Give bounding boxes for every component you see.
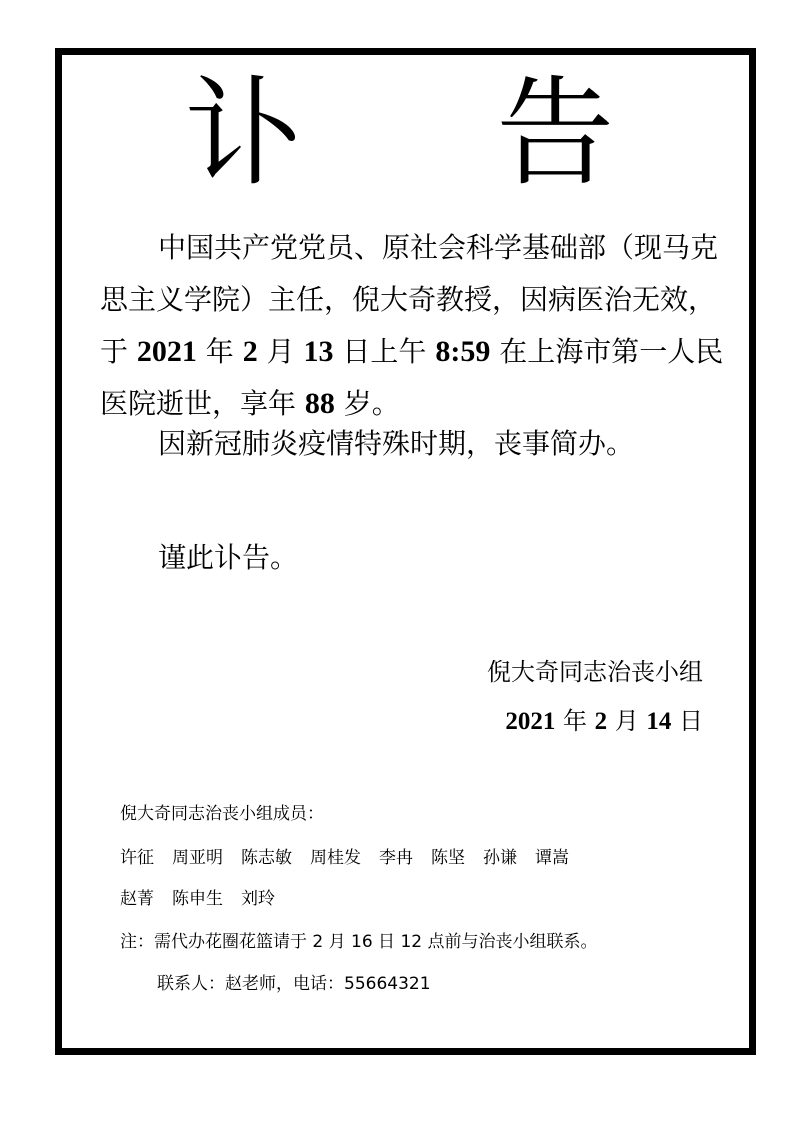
date-day: 14 — [646, 708, 672, 735]
signature-date — [505, 705, 703, 738]
date-year: 2021 — [505, 708, 556, 735]
paragraph-text: 岁。 — [334, 387, 400, 420]
date-month: 2 — [594, 708, 608, 735]
date-text: 月 — [607, 707, 647, 735]
members-row-2 — [120, 887, 293, 911]
paragraph-text: 年 — [196, 335, 243, 368]
paragraph-text: 在上海市第一人民医院逝世，享年 — [100, 335, 724, 420]
member-name: 陈坚 — [431, 848, 465, 868]
member-name: 陈申生 — [172, 889, 223, 909]
closing-paragraph: 谨此讣告。 — [158, 541, 299, 574]
date-text: 年 — [555, 707, 595, 735]
member-name: 谭嵩 — [535, 848, 569, 868]
contact-info: 联系人：赵老师，电话：55664321 — [157, 974, 431, 994]
member-name: 刘玲 — [241, 889, 275, 909]
age: 88 — [304, 387, 335, 420]
death-year: 2021 — [136, 335, 197, 368]
death-day: 13 — [303, 335, 334, 368]
member-name: 周亚明 — [172, 848, 223, 868]
member-name: 孙谦 — [483, 848, 517, 868]
page-title: 讣 告 — [184, 64, 693, 202]
signature-organization: 倪大奇同志治丧小组 — [487, 658, 703, 686]
announcement-paragraph — [100, 222, 730, 430]
wreath-note: 注：需代办花圈花篮请于 2 月 16 日 12 点前与治丧小组联系。 — [120, 932, 598, 952]
death-month: 2 — [242, 335, 258, 368]
death-time: 8:59 — [435, 335, 491, 368]
members-title: 倪大奇同志治丧小组成员： — [120, 804, 324, 824]
member-name: 陈志敏 — [241, 848, 292, 868]
paragraph-text: 月 — [257, 335, 304, 368]
date-text: 日 — [671, 707, 703, 735]
funeral-arrangement-paragraph: 因新冠肺炎疫情特殊时期，丧事简办。 — [158, 427, 635, 460]
member-name: 赵菁 — [120, 889, 154, 909]
member-name: 许征 — [120, 848, 154, 868]
paragraph-text: 中国共产党党员、原社会科学基础部（现马克思主义学院）主任，倪大奇教授，因病医治无效，于 — [100, 231, 719, 368]
member-name: 周桂发 — [310, 848, 361, 868]
member-name: 李冉 — [379, 848, 413, 868]
paragraph-text: 日上午 — [333, 335, 436, 368]
members-row-1 — [120, 846, 587, 870]
